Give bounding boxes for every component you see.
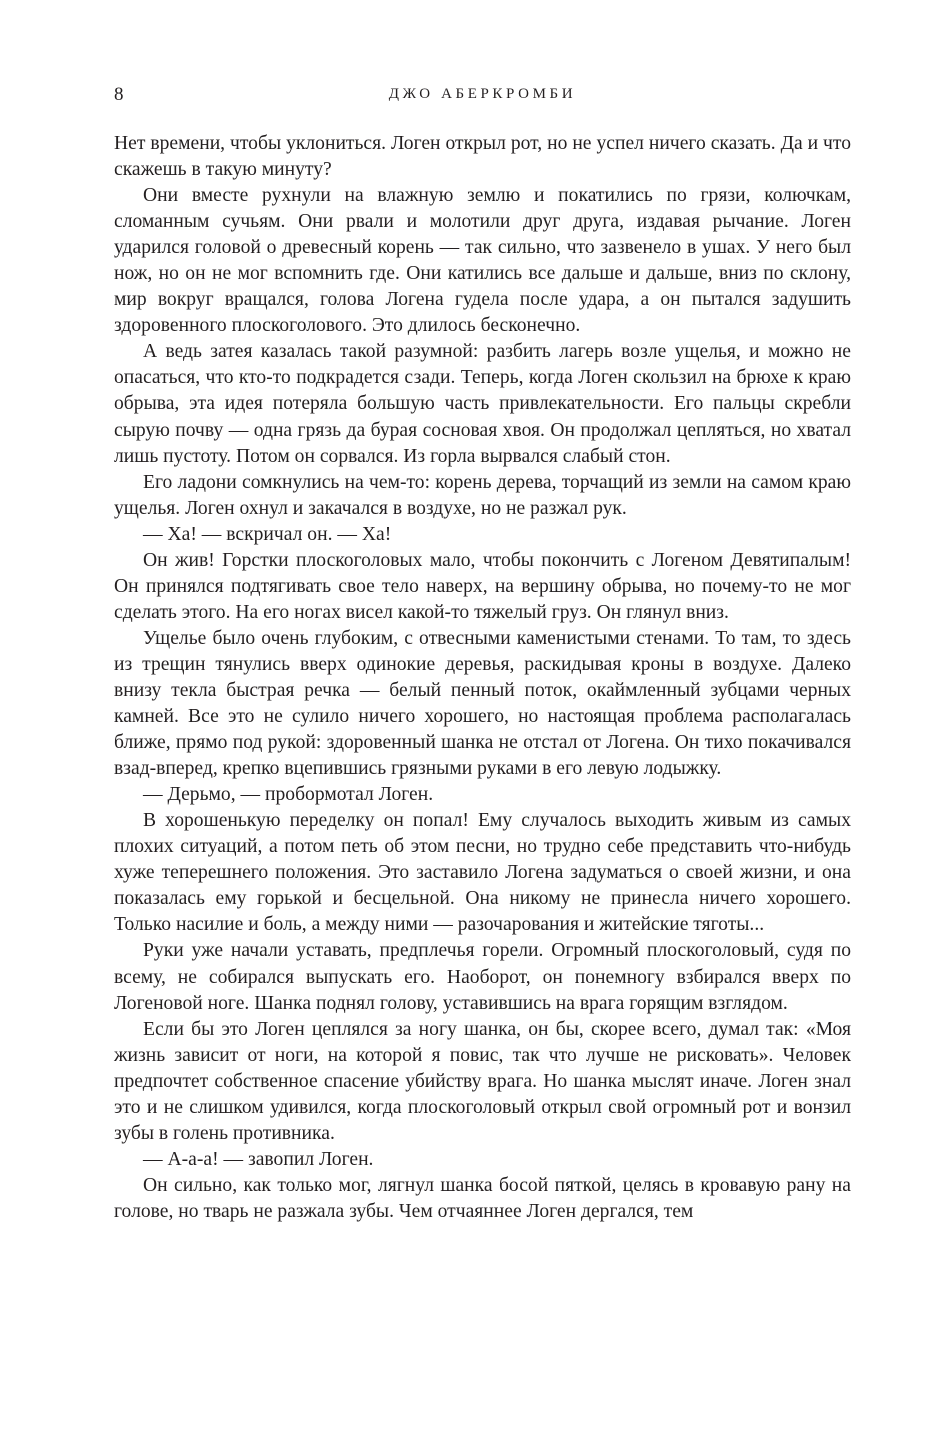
paragraph: Его ладони сомкнулись на чем-то: корень дерева, торчащий из земли на самом краю ущелья. Логен охнул и закачался в воздухе, но не разжал рук.: [114, 471, 851, 519]
body-text: [114, 131, 851, 1225]
running-header: [114, 84, 851, 110]
paragraph: Руки уже начали уставать, предплечья горели. Огромный плоскоголовый, судя по всему, не собирался выпускать его. Наоборот, он понемногу взбирался вверх по Логеновой ноге. Шанка поднял голову, уставившись на врага горящим взглядом.: [114, 940, 851, 1014]
dialogue-line: — А-а-а! — завопил Логен.: [143, 1148, 374, 1170]
dialogue-line: — Дерьмо, — пробормотал Логен.: [143, 784, 434, 806]
paragraph: Он жив! Горстки плоскоголовых мало, чтобы покончить с Логеном Девятипалым! Он принялся подтягивать свое тело наверх, на вершину обрыва, но почему-то не мог сделать этого. На его ногах висел какой-то тяжелый груз. Он глянул вниз.: [114, 549, 851, 623]
paragraph: А ведь затея казалась такой разумной: разбить лагерь возле ущелья, и можно не опасаться, что кто-то подкрадется сзади. Теперь, когда Логен скользил на брюхе к краю обрыва, эта идея потеряла большую часть привлекательности. Его пальцы скребли сырую почву — одна грязь да бурая сосновая хвоя. Он продолжал цепляться, но хватал лишь пустоту. Потом он сорвался. Из горла вырвался слабый стон.: [114, 341, 851, 467]
paragraph: Если бы это Логен цеплялся за ногу шанка, он бы, скорее всего, думал так: «Моя жизнь зависит от ноги, на которой я повис, так что лучше не рисковать». Человек предпочтет собственное спасение убийству врага. Но шанка мыслят иначе. Логен знал это и не слишком удивился, когда плоскоголовый открыл свой огромный рот и вонзил зубы в голень противника.: [114, 1018, 851, 1144]
page-number: 8: [114, 84, 124, 105]
running-head-author: ДЖО АБЕРКРОМБИ: [388, 86, 577, 102]
paragraph: Нет времени, чтобы уклониться. Логен открыл рот, но не успел ничего сказать. Да и что скажешь в такую минуту?: [114, 133, 851, 181]
paragraph: Они вместе рухнули на влажную землю и покатились по грязи, колючкам, сломанным сучьям. Они рвали и молотили друг друга, издавая рычание. Логен ударился головой о древесный корень — так сильно, что зазвенело в ушах. У него был нож, но он не мог вспомнить где. Они катились все дальше и дальше, вниз по склону, мир вокруг вращался, голова Логена гудела после удара, а он пытался задушить здоровенного плоскоголового. Это длилось бесконечно.: [114, 185, 851, 337]
paragraph: Он сильно, как только мог, лягнул шанка босой пяткой, целясь в кровавую рану на голове, но тварь не разжала зубы. Чем отчаяннее Логен дергался, тем: [114, 1174, 851, 1222]
paragraph: Ущелье было очень глубоким, с отвесными каменистыми стенами. То там, то здесь из трещин тянулись вверх одинокие деревья, раскидывая кроны в воздухе. Далеко внизу текла быстрая речка — белый пенный поток, окаймленный зубцами черных камней. Все это не сулило ничего хорошего, но настоящая проблема располагалась ближе, прямо под рукой: здоровенный шанка не отстал от Логена. Он тихо покачивался взад-вперед, крепко вцепившись грязными руками в его левую лодыжку.: [114, 627, 851, 780]
paragraph: В хорошенькую переделку он попал! Ему случалось выходить живым из самых плохих ситуаций, а потом петь об этом песни, но трудно себе представить что-нибудь хуже теперешнего положения. Это заставило Логена задуматься о своей жизни, и она показалась ему горькой и бесцельной. Она никому не принесла ничего хорошего. Только насилие и боль, а между ними — разочарования и житейские тяготы...: [114, 810, 851, 936]
dialogue-line: — Ха! — вскричал он. — Ха!: [143, 523, 392, 545]
